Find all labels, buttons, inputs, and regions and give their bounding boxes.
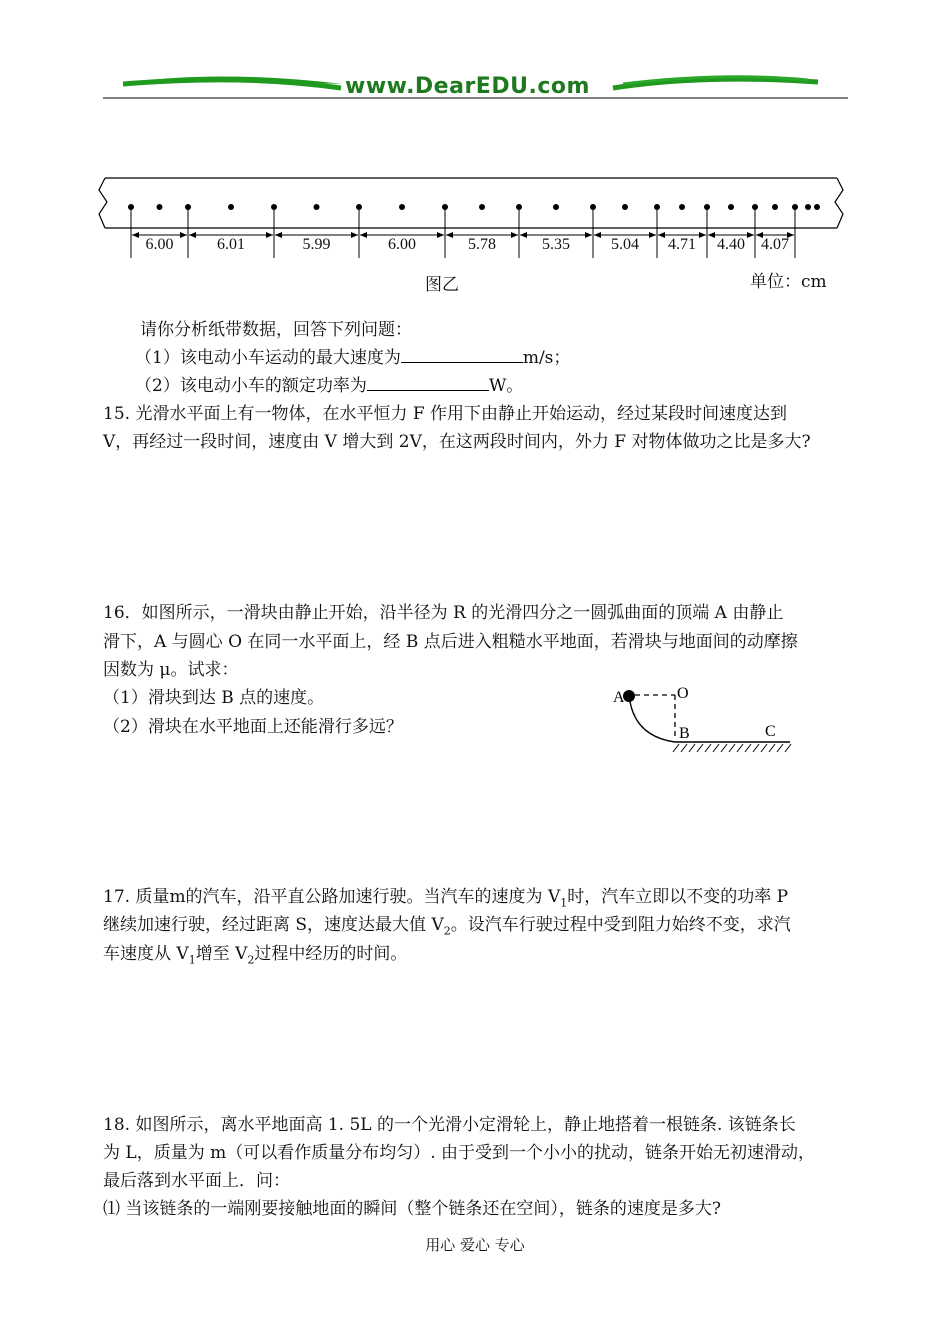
tape-dot [622,204,628,210]
q18-line3: 最后落到水平面上．问： [103,1171,290,1191]
tape-dot [679,204,685,210]
tape-dot [553,204,559,210]
q17-line3-sub1: 1 [188,953,196,967]
q16-sub2: （2）滑块在水平地面上还能滑行多远？ [103,717,403,737]
q18-line1: 18. 如图所示，离水平地面高 1. 5L 的一个光滑小定滑轮上，静止地搭着一根链条. 该链条长 [103,1115,796,1135]
tape-dot [157,204,163,210]
q14-part1 [135,344,570,372]
label-c: C [765,723,776,740]
q14-part2-text: （2）该电动小车的额定功率为 [135,376,367,396]
q17-line2-a: 继续加速行驶，经过距离 S，速度达最大值 V [103,915,444,935]
q16-line2: 滑下，A 与圆心 O 在同一水平面上，经 B 点后进入粗糙水平地面，若滑块与地面间的动摩擦 [103,632,798,652]
q14-part1-text: （1）该电动小车运动的最大速度为 [135,348,401,368]
tape-segment-label: 5.04 [611,236,639,253]
q14-answer-blank-2[interactable] [367,374,489,391]
q16-line3: 因数为 μ。试求： [103,660,239,680]
q16-sub1: （1）滑块到达 B 点的速度。 [103,688,325,708]
q17-line2-b: 。设汽车行驶过程中受到阻力始终不变，求汽 [450,915,791,935]
q18-line2: 为 L，质量为 m（可以看作质量分布均匀）. 由于受到一个小小的扰动，链条开始无初速滑动， [103,1143,816,1163]
q15-line1: 15. 光滑水平面上有一物体，在水平恒力 F 作用下由静止开始运动，经过某段时间速度达到 [103,404,788,424]
q14-part2-unit: W。 [488,376,524,396]
q15-line2: V，再经过一段时间，速度由 V 增大到 2V，在这两段时间内，外力 F 对物体做功之比是多大? [103,432,811,452]
tape-dot [805,204,811,210]
label-o: O [677,685,689,702]
q17-line1-b: 时，汽车立即以不变的功率 P [567,887,789,907]
tape-segment-label: 5.99 [302,236,331,253]
label-b: B [679,725,690,742]
q18-line4: ⑴ 当该链条的一端刚要接触地面的瞬间（整个链条还在空间），链条的速度是多大? [103,1199,722,1219]
tape-segment-label: 6.00 [145,236,174,253]
tape-dot [399,204,405,210]
q17-line3-b: 增至 V [195,944,248,964]
q17-line3 [103,940,407,974]
tape-dot [314,204,320,210]
tape-segment-label: 5.35 [542,236,570,253]
q16-line1: 16．如图所示，一滑块由静止开始，沿半径为 R 的光滑四分之一圆弧曲面的顶端 A 由静止 [103,603,784,623]
tape-segment-label: 5.78 [468,236,496,253]
q17-line2-sub: 2 [443,924,451,938]
tape-dot [728,204,734,210]
q17-line1-a: 17. 质量m的汽车，沿平直公路加速行驶。当汽车的速度为 V [103,887,561,907]
tape-dot [814,204,820,210]
q16-diagram [605,680,805,760]
site-name: www.DearEDU.com [345,74,590,99]
label-a: A [613,689,625,706]
paper-tape-figure [95,170,855,270]
q14-part1-unit: m/s； [522,348,571,368]
tape-dot [228,204,234,210]
tape-dot [772,204,778,210]
q17-line3-sub2: 2 [247,953,255,967]
page-footer: 用心 爱心 专心 [425,1236,525,1254]
tape-caption: 图乙 [425,275,459,295]
q17-line3-c: 过程中经历的时间。 [254,944,408,964]
tape-unit: 单位：cm [750,272,827,292]
q14-answer-blank-1[interactable] [401,346,523,363]
tape-segment-label: 4.40 [717,236,745,253]
q17-line3-a: 车速度从 V [103,944,189,964]
q17-line1-sub: 1 [560,896,568,910]
tape-segment-label: 4.71 [668,236,696,253]
tape-segment-label: 6.00 [388,236,416,253]
tape-dot [479,204,485,210]
intro-text: 请你分析纸带数据，回答下列问题： [140,320,412,340]
tape-segment-label: 6.01 [217,236,245,253]
q14-part2 [135,372,523,400]
tape-segment-label: 4.07 [761,236,789,253]
